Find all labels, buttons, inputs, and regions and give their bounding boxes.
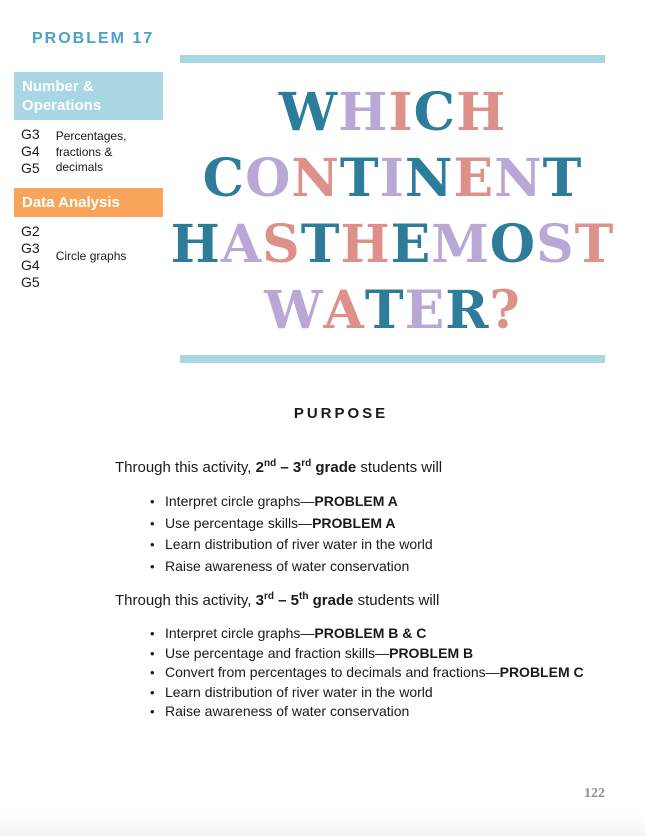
topic-label: Percentages, fractions & decimals [55,129,127,174]
main-title-block [170,55,615,363]
title-letter: ? [489,279,521,341]
title-letter: R [445,279,490,341]
title-letter: N [404,147,454,209]
grade-list [21,126,40,177]
title-letter: H [456,81,507,143]
topic-label: Circle graphs [55,249,127,264]
grade-item: G5 [21,160,40,176]
intro-segment: – [273,592,291,609]
title-letter: T [542,147,583,209]
title-letter: I [379,147,405,209]
title-line-which [180,79,605,145]
intro-segment: nd [263,458,277,469]
problem-number-label: PROBLEM 17 [32,30,155,47]
intro-segment: Through this activity, [115,459,256,476]
title-letter: C [202,147,246,209]
purpose-bullet: • Interpret circle graphs—PROBLEM A [148,491,567,513]
title-letter: H [340,213,391,275]
bullet-problem-ref: PROBLEM C [499,664,584,680]
purpose-section [115,405,584,722]
purpose-bullet: • Use percentage and fraction skills—PROBLEM B [148,644,567,664]
title-letter: S [536,213,575,275]
main-title [170,79,615,343]
purpose-intro-grades-2-3 [115,458,567,477]
purpose-bullet: • Learn distribution of river water in the world [148,683,567,703]
grade-item: G3 [21,240,40,256]
purpose-bullet: • Raise awareness of water conservation [148,556,567,578]
grade-item: G4 [21,257,40,273]
intro-segment: 5 [290,592,299,609]
purpose-bullet: • Convert from percentages to decimals and fractions—PROBLEM C [148,663,567,683]
title-letter: W [278,81,339,143]
title-letter: A [323,279,365,341]
purpose-heading: PURPOSE [293,405,389,422]
title-letter: T [300,213,341,275]
intro-segment: students will [353,592,440,609]
title-letter: O [245,147,292,209]
title-letter: I [388,81,414,143]
intro-segment: 2 [255,459,264,476]
grade-item: G5 [21,274,40,290]
purpose-bullet: • Learn distribution of river water in the world [148,534,567,556]
title-letter: E [453,147,495,209]
title-letter: N [291,147,340,209]
standards-sidebar [14,72,163,302]
intro-segment: Through this activity, [115,592,256,609]
title-letter: E [404,279,446,341]
title-letter: O [489,213,537,275]
bullet-problem-ref: PROBLEM A [314,493,398,509]
bullet-problem-ref: PROBLEM B & C [314,625,427,641]
grade-list [21,223,40,291]
bullet-problem-ref: PROBLEM B [389,644,474,661]
title-letter: H [170,213,221,275]
title-line-water [180,277,605,343]
grade-item: G4 [21,143,40,159]
title-letter: M [431,213,490,275]
page-number: 122 [584,786,605,801]
title-letter: S [262,213,301,275]
bullet-problem-ref: PROBLEM A [312,514,396,531]
title-letter: A [220,213,263,275]
title-bottom-rule [180,355,605,363]
intro-segment: 3 [255,592,264,609]
title-letter: E [390,213,432,275]
intro-segment: students will [356,459,443,476]
sidebar-section-number-operations: Number & Operations [14,72,163,120]
title-letter: W [264,279,324,341]
title-line-has-the-most [170,211,615,277]
intro-segment: – [276,459,293,476]
intro-segment: grade [308,592,354,609]
page-bottom-edge [0,810,645,836]
purpose-bullet-list-grades-2-3 [115,491,567,577]
purpose-bullet: • Use percentage skills—PROBLEM A [148,513,567,535]
title-letter: N [494,147,543,209]
title-letter: T [574,213,615,275]
intro-segment: grade [311,459,357,476]
sidebar-section-data-analysis: Data Analysis [14,188,163,217]
grade-item: G3 [21,126,40,142]
sidebar-grades-data-analysis [14,223,163,291]
purpose-intro-grades-3-5 [115,591,567,610]
sidebar-grades-number-operations [14,126,163,177]
purpose-bullet: • Raise awareness of water conservation [148,702,567,722]
intro-segment: 3 [292,459,302,476]
title-line-continent [180,145,605,211]
grade-item: G2 [21,223,40,239]
title-letter: C [413,81,457,143]
purpose-bullet: • Interpret circle graphs—PROBLEM B & C [148,624,567,644]
title-letter: T [364,279,405,341]
title-top-rule [180,55,605,63]
purpose-bullet-list-grades-3-5 [115,624,584,722]
intro-segment: rd [301,458,312,469]
intro-segment: rd [263,591,274,602]
intro-segment: th [299,591,309,602]
title-letter: H [338,81,389,143]
title-letter: T [339,147,380,209]
